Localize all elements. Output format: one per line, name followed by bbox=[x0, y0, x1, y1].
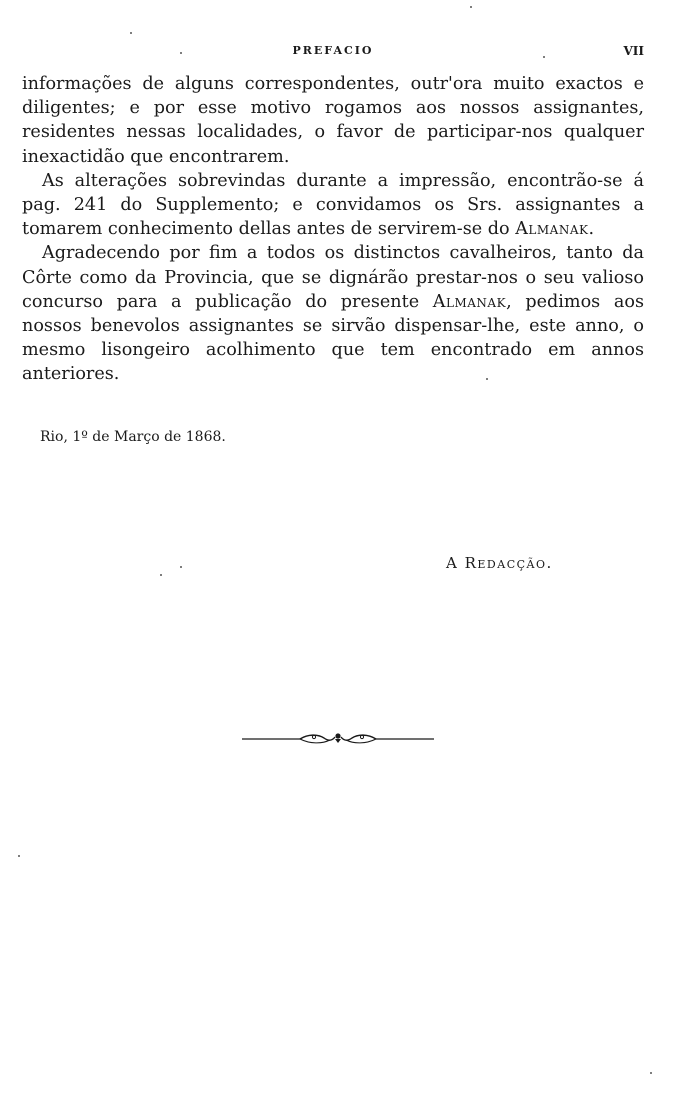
running-head: PREFACIO bbox=[292, 44, 374, 57]
paper-speck bbox=[180, 566, 182, 568]
page-number: VII bbox=[623, 44, 644, 58]
paragraph-1: informações de alguns correspondentes, outr'ora muito exactos e diligentes; e por esse motivo rogamos aos nossos assignantes, residentes nessas localidades, o favor de participar-nos qualquer inexactidão que encontrarem. bbox=[22, 74, 644, 167]
almanak-name: Almanak bbox=[432, 291, 507, 312]
almanak-name: Almanak bbox=[515, 219, 589, 240]
paper-speck bbox=[130, 32, 132, 34]
paper-speck bbox=[160, 574, 162, 576]
paragraph-2-text: As alterações sobrevindas durante a impressão, encontrão-se á pag. 241 do Supplemento; e convidamos os Srs. assignantes a tomarem conhecimento dellas antes de servirem-se do bbox=[22, 170, 644, 240]
paper-speck bbox=[180, 52, 182, 54]
signature: A Redacção. bbox=[446, 554, 553, 572]
ornament-divider-icon bbox=[242, 728, 434, 748]
page-header bbox=[22, 44, 644, 64]
paper-speck bbox=[470, 6, 472, 8]
paragraph-3-text-a: Agradecendo por fim a todos os distinctos cavalheiros, tanto da Côrte como da Provincia, que se dignárão prestar-nos o seu valioso concurso para a publicação do presente bbox=[22, 243, 644, 312]
paragraph-3-text-b: , pedimos aos nossos benevolos assignantes se sirvão dispensar-lhe, este anno, o mesmo lisongeiro acolhimento que tem encontrado em annos anteriores. bbox=[22, 291, 644, 385]
paragraph-3 bbox=[22, 241, 644, 386]
paragraph-2-end: . bbox=[588, 219, 595, 240]
paragraph-2 bbox=[22, 169, 644, 242]
paper-speck bbox=[486, 378, 488, 380]
dateline: Rio, 1º de Março de 1868. bbox=[40, 429, 226, 445]
paper-speck bbox=[650, 1072, 652, 1074]
preface-body bbox=[22, 72, 644, 387]
paper-speck bbox=[18, 855, 20, 857]
paper-speck bbox=[543, 56, 545, 58]
